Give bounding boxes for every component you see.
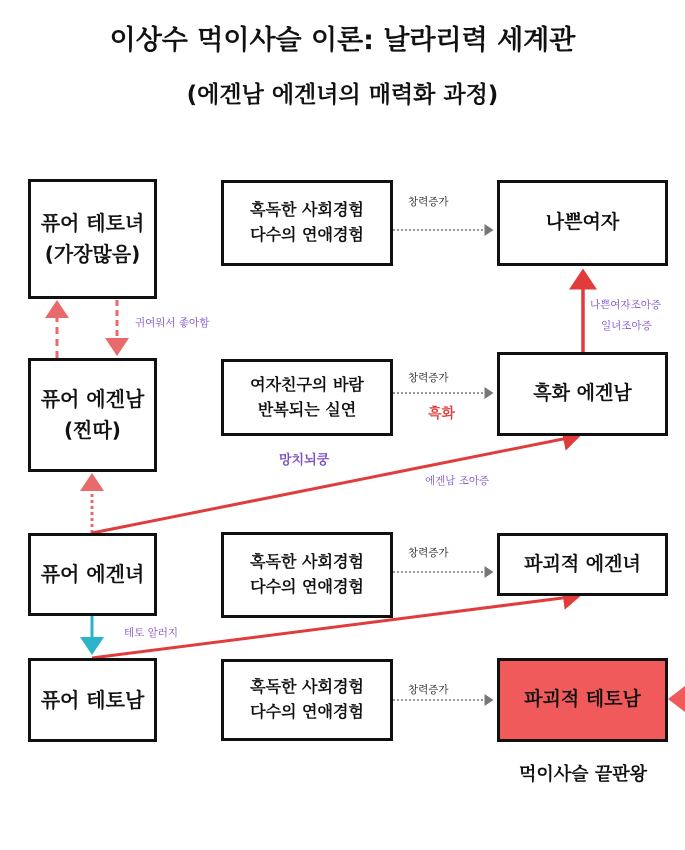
node-label: 퓨어 테토남: [40, 687, 145, 712]
node-blackened-egen-male: [497, 352, 668, 436]
node-label: 파괴적 에겐녀: [524, 552, 641, 575]
node-bad-woman: [497, 180, 668, 266]
node-experience-row4: [221, 659, 393, 741]
footer-caption: 먹이사슬 끝판왕: [519, 764, 647, 785]
page-title: 이상수 먹이사슬 이론: 날라리력 세계관: [109, 25, 576, 56]
node-sublabel: (가장많음): [44, 242, 141, 266]
node-experience-row2: [221, 359, 393, 436]
node-line: 여자친구의 바람: [250, 374, 364, 394]
edge-label-teto-awareness: 테토 알러지: [124, 627, 179, 639]
node-line: 혹독한 사회경험: [250, 677, 364, 697]
node-line: 혹독한 사회경험: [250, 552, 364, 572]
node-label: 나쁜여자: [545, 211, 620, 234]
node-destructive-egen-female: [497, 533, 668, 596]
edge-label-hammer-shock: 망치뇌쿵: [279, 453, 330, 468]
edge-label-egen-male-syndrome: 에겐남 조아증: [425, 475, 490, 487]
edge-label-cute: 귀여워서 좋아함: [135, 317, 210, 329]
node-line: 다수의 연애경험: [250, 225, 364, 244]
node-pure-teto-male: [28, 658, 157, 742]
node-sublabel: (찐따): [64, 418, 121, 442]
edge-label-charm-2: 창력증가: [408, 372, 449, 384]
edge-label-blackened: 흑화: [428, 406, 456, 422]
node-experience-row1: [221, 180, 393, 266]
node-line: 반복되는 실연: [257, 399, 357, 419]
node-pure-egen-male: [28, 358, 157, 472]
node-label: 흑화 에겐남: [533, 382, 632, 405]
pointer-triangle: [668, 686, 685, 712]
node-label: 파괴적 테토남: [524, 688, 641, 711]
node-experience-row3: [221, 532, 393, 618]
edge-label-ilnyeo: 일녀조아증: [601, 320, 652, 332]
edge-label-charm-1: 창력증가: [408, 196, 449, 208]
node-line: 혹독한 사회경험: [250, 200, 364, 220]
arrow-egenfemale-to-blackened: [92, 436, 578, 533]
node-label: 퓨어 에겐남: [40, 387, 145, 411]
page-subtitle: (에겐남 에겐녀의 매력화 과정): [186, 82, 499, 108]
edge-label-bad-woman-syndrome: 나쁜여자조아증: [590, 299, 662, 311]
edge-label-charm-3: 창력증가: [408, 547, 449, 559]
node-line: 다수의 연애경험: [250, 702, 364, 721]
edge-label-charm-4: 창력증가: [408, 684, 449, 696]
node-label: 퓨어 테토녀: [40, 211, 145, 235]
node-line: 다수의 연애경험: [250, 577, 364, 596]
node-pure-egen-female: [28, 533, 157, 616]
node-pure-teto-female: [28, 179, 157, 299]
node-label: 퓨어 에겐녀: [40, 562, 145, 586]
node-destructive-teto-male: [497, 658, 668, 742]
